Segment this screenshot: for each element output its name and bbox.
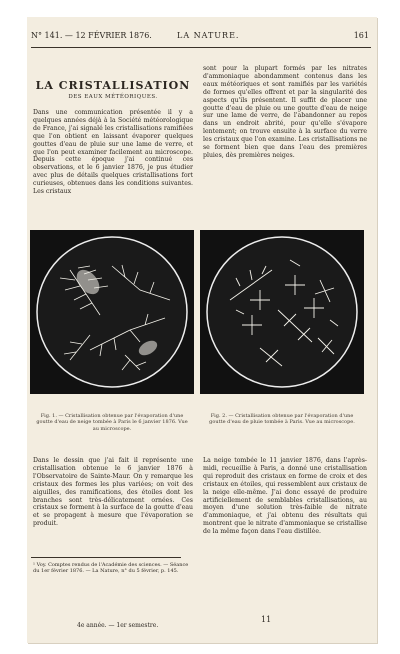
crystal-micrograph-1 xyxy=(30,230,194,394)
figure-2-caption: Fig. 2. — Cristallisation obtenue par l'évaporation d'une goutte d'eau de pluie tombée à Paris. Vue au microscope. xyxy=(209,413,355,426)
column-bottom-right-text xyxy=(203,457,367,536)
journal-title: LA NATURE. xyxy=(177,31,240,40)
paragraph: Dans une communication présentée il y a quelques années déjà à la Société météorologique de France, j'ai signalé les cristallisations ramifiées que l'on obtient en laissant évaporer quelques gouttes d'eau de pluie sur une lame de verre, et que l'on peut examiner facilement au microscope. Depuis cette époque j'ai continué ces observations, et le 6 janvier 1876, je pus étudier avec plus de détails quelques cristallisations fort curieuses, obtenues dans les conditions suivantes. Les cristaux xyxy=(33,109,193,196)
page-header xyxy=(27,31,377,45)
paragraph: La neige tombée le 11 janvier 1876, dans l'après-midi, recueillie à Paris, a donné une cristallisation qui reproduit des cristaux en forme de croix et des cristaux en étoiles, qui ressemblent aux cristaux de la neige elle-même. J'ai donc essayé de produire artificiellement de semblables cristallisations, au moyen d'une solution très-faible de nitrate d'ammoniaque, et j'ai obtenu des résultats qui montrent que le nitrate d'ammoniaque se cristallise de la même façon dans l'eau distillée. xyxy=(203,457,367,536)
volume-info: 4e année. — 1er semestre. xyxy=(77,622,159,629)
article-subtitle: DES EAUX MÉTÉORIQUES. xyxy=(68,94,158,100)
article-title: LA CRISTALLISATION xyxy=(35,79,191,92)
figure-2-plate xyxy=(200,230,364,394)
signature-mark: 11 xyxy=(261,615,272,624)
figure-1-caption: Fig. 1. — Cristallisation obtenue par l'évaporation d'une goutte d'eau de neige tombée à Paris le 6 janvier 1876. Vue au microscope. xyxy=(36,413,188,432)
paragraph: sont pour la plupart formés par les nitrates d'ammoniaque abondamment contenus dans les eaux météoriques et sont ramifiés par les variétés de formes qu'elles offrent et par la singularité des aspects qu'ils présentent. Il suffit de placer une goutte d'eau de pluie ou une goutte d'eau de neige sur une lame de verre, de l'abandonner au repos dans un endroit abrité, pour qu'elle s'évapore lentement; on trouve ensuite à la surface du verre les cristaux que l'on examine. Les cristallisations ne se forment bien que dans l'eau des premières pluies, dès premières neiges. xyxy=(203,65,367,159)
column-left-text xyxy=(33,87,193,196)
paragraph: Dans le dessin que j'ai fait il représente une cristallisation obtenue le 6 janvier 1876 à l'Observatoire de Sainte-Maur. On y remarque les cristaux des formes les plus variées; on voit des aiguilles, des ramifications, des étoiles dont les branches sont très-délicatement ornées. Ces cristaux se forment à la surface de la goutte d'eau et se propagent à mesure que l'évaporation se produit. xyxy=(33,457,193,528)
crystal-micrograph-2 xyxy=(200,230,364,394)
header-rule xyxy=(31,47,371,48)
column-bottom-left-text xyxy=(33,457,193,528)
figure-1-plate xyxy=(30,230,194,394)
column-right-text xyxy=(203,65,367,160)
footnotes: ¹ Voy. Comptes rendus de l'Académie des sciences. — Séance du 1er février 1876. — La Nature, n° du 5 février, p. 145. xyxy=(33,562,189,575)
footnote-rule xyxy=(31,557,181,558)
page-number: 161 xyxy=(353,31,369,40)
journal-page xyxy=(27,17,377,643)
issue-number: N° 141. — 12 FÉVRIER 1876. xyxy=(31,31,152,40)
